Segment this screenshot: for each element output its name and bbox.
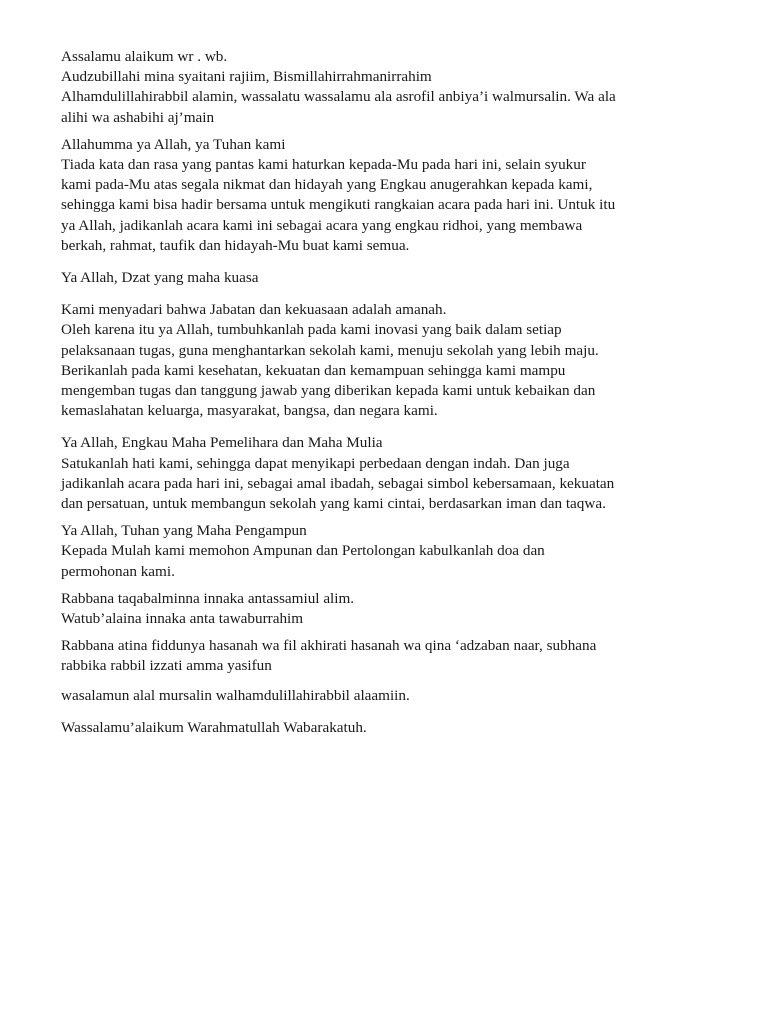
- text-line: Allahumma ya Allah, ya Tuhan kami: [61, 135, 286, 153]
- rabbana-atina-paragraph: [61, 636, 721, 676]
- text-line: Ya Allah, Tuhan yang Maha Pengampun: [61, 522, 307, 540]
- unity-paragraph: [61, 433, 721, 514]
- text-line: berkah, rahmat, taufik dan hidayah-Mu buat kami semua.: [61, 236, 410, 254]
- text-line: wasalamun alal mursalin walhamdulillahirabbil alaamiin.: [61, 686, 410, 704]
- text-line: Tiada kata dan rasa yang pantas kami haturkan kepada-Mu pada hari ini, selain syukur: [61, 156, 586, 174]
- text-line: Kepada Mulah kami memohon Ampunan dan Pertolongan kabulkanlah doa dan: [61, 542, 545, 560]
- forgiveness-paragraph: [61, 521, 721, 582]
- text-line: kemaslahatan keluarga, masyarakat, bangsa, dan negara kami.: [61, 402, 438, 420]
- text-line: dan persatuan, untuk membangun sekolah yang kami cintai, berdasarkan iman dan taqwa.: [61, 495, 606, 513]
- invocation-paragraph: [61, 268, 721, 288]
- greeting-paragraph: [61, 47, 721, 128]
- text-line: ya Allah, jadikanlah acara kami ini sebagai acara yang engkau ridhoi, yang membawa: [61, 216, 583, 234]
- text-line: jadikanlah acara pada hari ini, sebagai amal ibadah, sebagai simbol kebersamaan, kekuatan: [61, 474, 615, 492]
- text-line: pelaksanaan tugas, guna menghantarkan sekolah kami, menuju sekolah yang lebih maju.: [61, 341, 599, 359]
- text-line: Satukanlah hati kami, sehingga dapat menyikapi perbedaan dengan indah. Dan juga: [61, 454, 570, 472]
- gratitude-paragraph: [61, 135, 721, 256]
- text-line: Alhamdulillahirabbil alamin, wassalatu wassalamu ala asrofil anbiya’i walmursalin. Wa ala: [61, 88, 616, 106]
- text-line: Rabbana atina fiddunya hasanah wa fil akhirati hasanah wa qina ‘adzaban naar, subhana: [61, 637, 597, 655]
- text-line: Audzubillahi mina syaitani rajiim, Bismillahirrahmanirrahim: [61, 68, 432, 86]
- text-line: permohonan kami.: [61, 562, 175, 580]
- text-line: Ya Allah, Dzat yang maha kuasa: [61, 269, 259, 287]
- acceptance-paragraph: [61, 589, 721, 629]
- text-line: mengemban tugas dan tanggung jawab yang diberikan kepada kami untuk kebaikan dan: [61, 382, 596, 400]
- text-line: Ya Allah, Engkau Maha Pemelihara dan Maha Mulia: [61, 434, 383, 452]
- text-line: kami pada-Mu atas segala nikmat dan hidayah yang Engkau anugerahkan kepada kami,: [61, 176, 593, 194]
- closing-prayer-paragraph: [61, 686, 721, 706]
- text-line: Kami menyadari bahwa Jabatan dan kekuasaan adalah amanah.: [61, 301, 447, 319]
- text-line: Watub’alaina innaka anta tawaburrahim: [61, 610, 304, 628]
- text-line: Oleh karena itu ya Allah, tumbuhkanlah pada kami inovasi yang baik dalam setiap: [61, 321, 562, 339]
- closing-greeting-paragraph: [61, 718, 721, 738]
- trust-paragraph: [61, 300, 721, 421]
- text-line: alihi wa ashabihi aj’main: [61, 108, 215, 126]
- text-line: Assalamu alaikum wr . wb.: [61, 48, 228, 65]
- text-line: Berikanlah pada kami kesehatan, kekuatan dan kemampuan sehingga kami mampu: [61, 361, 566, 379]
- text-line: Rabbana taqabalminna innaka antassamiul alim.: [61, 589, 355, 607]
- text-line: sehingga kami bisa hadir bersama untuk mengikuti rangkaian acara pada hari ini. Untuk itu: [61, 196, 616, 214]
- text-line: Wassalamu’alaikum Warahmatullah Wabarakatuh.: [61, 718, 367, 736]
- text-line: rabbika rabbil izzati amma yasifun: [61, 657, 272, 675]
- document-page: [61, 47, 721, 738]
